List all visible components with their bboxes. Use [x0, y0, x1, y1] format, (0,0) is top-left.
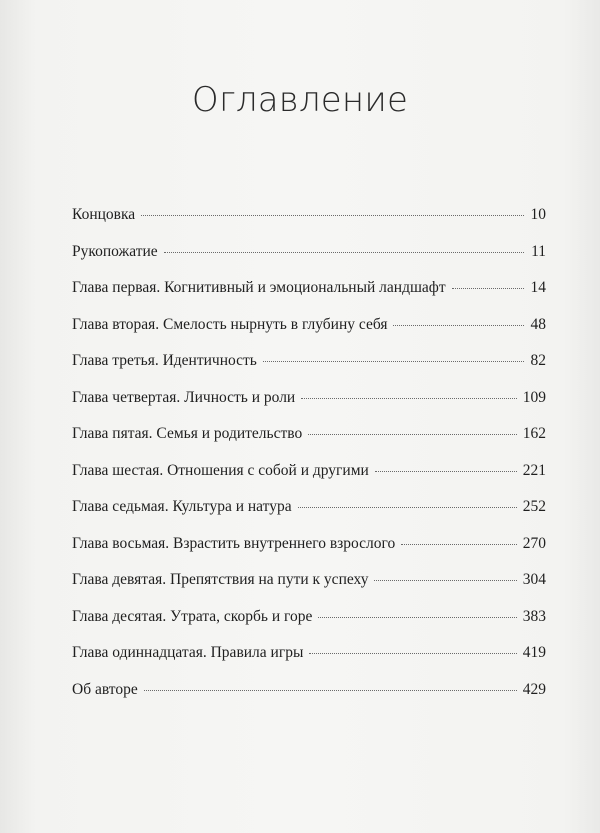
- toc-entry-label: Глава восьмая. Взрастить внутреннего взрослого: [72, 534, 396, 552]
- toc-entry-page: 221: [522, 461, 546, 479]
- dot-leader: [309, 653, 516, 654]
- toc-entry-label: Об авторе: [72, 680, 138, 698]
- toc-entry-label: Глава шестая. Отношения с собой и другими: [72, 461, 369, 479]
- toc-entry-label: Глава десятая. Утрата, скорбь и горе: [72, 607, 313, 625]
- toc-entry: [72, 535, 546, 572]
- dot-leader: [374, 580, 516, 581]
- dot-leader: [298, 507, 517, 508]
- toc-entry: [72, 243, 546, 280]
- toc-entry-page: 419: [522, 644, 546, 661]
- toc-entry: [72, 571, 546, 608]
- toc-entry-label: Глава третья. Идентичность: [72, 352, 257, 369]
- toc-entry-label: Глава вторая. Смелость нырнуть в глубину себя: [72, 315, 388, 333]
- toc-entry-label: Глава девятая. Препятствия на пути к успеху: [72, 571, 369, 588]
- toc-entry: [72, 425, 546, 462]
- toc-entry-label: Глава одиннадцатая. Правила игры: [72, 644, 304, 661]
- dot-leader: [144, 690, 517, 691]
- dot-leader: [263, 361, 524, 362]
- toc-entry-page: 304: [522, 571, 546, 588]
- toc-entry-page: 82: [530, 352, 546, 369]
- toc-entry-label: Концовка: [72, 206, 136, 223]
- toc-entry-page: 48: [530, 315, 546, 333]
- dot-leader: [318, 617, 516, 618]
- toc-entry: [72, 389, 546, 426]
- toc-entry-page: 109: [522, 388, 546, 406]
- toc-entry-page: 429: [522, 680, 546, 698]
- toc-entry: [72, 352, 546, 389]
- toc-entry: [72, 681, 546, 718]
- dot-leader: [301, 398, 517, 399]
- toc-entry: [72, 608, 546, 645]
- dot-leader: [452, 288, 524, 289]
- dot-leader: [375, 471, 517, 472]
- toc-entry-label: Глава первая. Когнитивный и эмоциональный ландшафт: [72, 279, 446, 296]
- toc-entry-page: 10: [530, 206, 546, 223]
- toc-entry: [72, 644, 546, 681]
- table-of-contents: [72, 206, 546, 717]
- dot-leader: [393, 325, 524, 326]
- dot-leader: [164, 252, 524, 253]
- toc-entry-label: Глава четвертая. Личность и роли: [72, 388, 296, 406]
- toc-entry-page: 383: [522, 607, 546, 625]
- toc-entry-page: 11: [531, 242, 546, 260]
- toc-entry: [72, 462, 546, 499]
- dot-leader: [141, 215, 524, 216]
- toc-entry-page: 162: [522, 425, 546, 442]
- toc-entry-label: Глава пятая. Семья и родительство: [72, 425, 303, 442]
- page-title: Оглавление: [191, 80, 409, 120]
- toc-entry-page: 252: [522, 498, 546, 515]
- toc-entry-label: Глава седьмая. Культура и натура: [72, 498, 292, 515]
- toc-entry-page: 14: [530, 279, 546, 296]
- dot-leader: [401, 544, 517, 545]
- dot-leader: [308, 434, 517, 435]
- toc-entry: [72, 498, 546, 535]
- toc-entry: [72, 279, 546, 316]
- toc-entry: [72, 206, 546, 243]
- toc-entry-label: Рукопожатие: [72, 242, 158, 260]
- toc-entry: [72, 316, 546, 353]
- toc-entry-page: 270: [522, 534, 546, 552]
